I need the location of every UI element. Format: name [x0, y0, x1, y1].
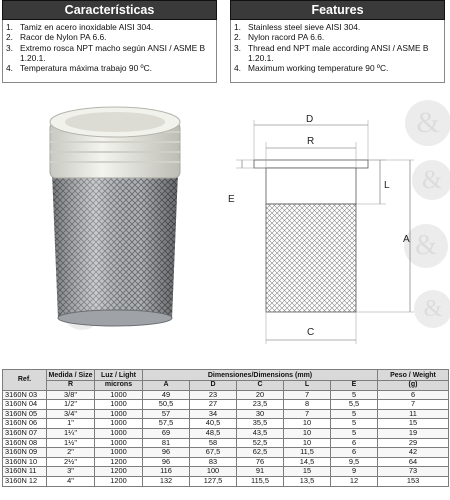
cell-weight: 19 — [378, 428, 449, 438]
cell-l: 10 — [284, 428, 331, 438]
cell-a: 116 — [143, 467, 190, 477]
header-a: A — [143, 381, 190, 391]
cell-light: 1000 — [95, 428, 143, 438]
table-row — [3, 476, 449, 486]
cell-l: 14,5 — [284, 457, 331, 467]
cell-a: 81 — [143, 438, 190, 448]
cell-l: 7 — [284, 409, 331, 419]
cell-c: 52,5 — [237, 438, 284, 448]
item-text: Racor de Nylon PA 6.6. — [20, 32, 107, 43]
cell-weight: 42 — [378, 448, 449, 458]
cell-ref: 3160N 05 — [3, 409, 47, 419]
cell-size: 3" — [47, 467, 95, 477]
watermark-logo: & — [414, 290, 450, 328]
item-text: Extremo rosca NPT macho según ANSI / ASME B 1.20.1. — [20, 42, 206, 63]
dimension-label-l: L — [384, 180, 390, 191]
technical-drawing — [222, 98, 422, 350]
header-l: L — [284, 381, 331, 391]
cell-size: 1¼" — [47, 428, 95, 438]
cell-e: 5 — [331, 419, 378, 429]
cell-l: 10 — [284, 438, 331, 448]
cell-l: 13,5 — [284, 476, 331, 486]
item-number: 3. — [6, 42, 13, 53]
item-text: Maximum working temperature 90 ºC. — [248, 63, 389, 74]
cell-l: 10 — [284, 419, 331, 429]
cell-l: 8 — [284, 400, 331, 410]
item-number: 1. — [6, 22, 13, 32]
cell-ref: 3160N 08 — [3, 438, 47, 448]
product-photo — [30, 92, 200, 332]
cell-ref: 3160N 09 — [3, 448, 47, 458]
item-number: 1. — [234, 22, 241, 32]
cell-l: 15 — [284, 467, 331, 477]
header-ref: Ref. — [3, 370, 47, 391]
cell-ref: 3160N 07 — [3, 428, 47, 438]
item-number: 3. — [234, 42, 241, 53]
cell-weight: 11 — [378, 409, 449, 419]
cell-e: 5,5 — [331, 400, 378, 410]
cell-light: 1200 — [95, 457, 143, 467]
header-light-sub: microns — [95, 381, 143, 391]
cell-d: 23 — [190, 390, 237, 400]
cell-light: 1200 — [95, 476, 143, 486]
cell-d: 34 — [190, 409, 237, 419]
feature-item — [6, 63, 213, 73]
cell-a: 49 — [143, 390, 190, 400]
table-row — [3, 467, 449, 477]
watermark-logo: & — [405, 100, 450, 146]
header-dimensions: Dimensiones/Dimensions (mm) — [143, 370, 378, 381]
dimension-label-r: R — [307, 136, 315, 147]
cell-a: 96 — [143, 448, 190, 458]
cell-light: 1000 — [95, 438, 143, 448]
specifications-table — [2, 369, 449, 487]
feature-item — [234, 63, 441, 73]
cell-light: 1000 — [95, 390, 143, 400]
cell-size: 3/8" — [47, 390, 95, 400]
feature-item — [234, 22, 441, 32]
cell-e: 5 — [331, 409, 378, 419]
cell-ref: 3160N 06 — [3, 419, 47, 429]
header-e: E — [331, 381, 378, 391]
header-d: D — [190, 381, 237, 391]
cell-c: 115,5 — [237, 476, 284, 486]
cell-d: 40,5 — [190, 419, 237, 429]
cell-e: 6 — [331, 448, 378, 458]
item-number: 2. — [6, 32, 13, 43]
cell-c: 30 — [237, 409, 284, 419]
cell-e: 5 — [331, 390, 378, 400]
dimension-label-c: C — [307, 327, 315, 338]
cell-c: 91 — [237, 467, 284, 477]
watermark-logo: & — [412, 160, 450, 200]
cell-e: 6 — [331, 438, 378, 448]
feature-item — [234, 32, 441, 42]
cell-c: 62,5 — [237, 448, 284, 458]
cell-d: 100 — [190, 467, 237, 477]
cell-ref: 3160N 12 — [3, 476, 47, 486]
cell-d: 48,5 — [190, 428, 237, 438]
cell-a: 57 — [143, 409, 190, 419]
header-weight: Peso / Weight — [378, 370, 449, 381]
cell-e: 5 — [331, 428, 378, 438]
cell-weight: 153 — [378, 476, 449, 486]
item-text: Thread end NPT male according ANSI / ASME B 1.20.1. — [248, 42, 429, 63]
item-text: Temperatura máxima trabajo 90 ºC. — [20, 63, 152, 74]
feature-item — [6, 32, 213, 42]
item-text: Stainless steel sieve AISI 304. — [248, 22, 361, 32]
features-panel-spanish — [2, 0, 217, 80]
cell-c: 35,5 — [237, 419, 284, 429]
item-number: 2. — [234, 32, 241, 43]
cell-ref: 3160N 11 — [3, 467, 47, 477]
cell-l: 11,5 — [284, 448, 331, 458]
cell-weight: 64 — [378, 457, 449, 467]
feature-item — [6, 22, 213, 32]
cell-weight: 7 — [378, 400, 449, 410]
cell-size: 1½" — [47, 438, 95, 448]
cell-light: 1000 — [95, 400, 143, 410]
cell-e: 9,5 — [331, 457, 378, 467]
header-c: C — [237, 381, 284, 391]
cell-d: 83 — [190, 457, 237, 467]
cell-size: 3/4" — [47, 409, 95, 419]
cell-c: 23,5 — [237, 400, 284, 410]
feature-list — [2, 20, 217, 83]
cell-weight: 15 — [378, 419, 449, 429]
header-weight-sub: (g) — [378, 381, 449, 391]
cell-a: 57,5 — [143, 419, 190, 429]
cell-d: 27 — [190, 400, 237, 410]
panel-title: Features — [230, 0, 445, 20]
watermark-logo: & — [404, 224, 448, 268]
header-size-sub: R — [47, 381, 95, 391]
header-light: Luz / Light — [95, 370, 143, 381]
cell-ref: 3160N 03 — [3, 390, 47, 400]
cell-d: 127,5 — [190, 476, 237, 486]
dimension-label-e: E — [228, 194, 235, 205]
cell-c: 20 — [237, 390, 284, 400]
feature-list — [230, 20, 445, 83]
item-text: Tamiz en acero inoxidable AISI 304. — [20, 22, 154, 32]
cell-weight: 6 — [378, 390, 449, 400]
cell-weight: 73 — [378, 467, 449, 477]
dimension-label-d: D — [306, 114, 314, 125]
item-text: Nylon racord PA 6.6. — [248, 32, 325, 43]
cell-weight: 29 — [378, 438, 449, 448]
cell-ref: 3160N 04 — [3, 400, 47, 410]
cell-e: 9 — [331, 467, 378, 477]
cell-size: 2½" — [47, 457, 95, 467]
cell-l: 7 — [284, 390, 331, 400]
cell-light: 1000 — [95, 409, 143, 419]
cell-size: 1" — [47, 419, 95, 429]
cell-size: 1/2" — [47, 400, 95, 410]
header-size: Medida / Size — [47, 370, 95, 381]
panel-title: Características — [2, 0, 217, 20]
cell-a: 96 — [143, 457, 190, 467]
cell-light: 1000 — [95, 419, 143, 429]
cell-a: 132 — [143, 476, 190, 486]
item-number: 4. — [6, 63, 13, 74]
table-row — [3, 400, 449, 410]
feature-item — [6, 43, 213, 64]
cell-d: 67,5 — [190, 448, 237, 458]
table-body — [3, 390, 449, 486]
feature-item — [234, 43, 441, 64]
cell-c: 43,5 — [237, 428, 284, 438]
cell-light: 1000 — [95, 448, 143, 458]
cell-e: 12 — [331, 476, 378, 486]
cell-light: 1200 — [95, 467, 143, 477]
table-row — [3, 428, 449, 438]
cell-size: 2" — [47, 448, 95, 458]
cell-c: 76 — [237, 457, 284, 467]
cell-ref: 3160N 10 — [3, 457, 47, 467]
dimension-label-a: A — [403, 234, 410, 245]
item-number: 4. — [234, 63, 241, 74]
cell-d: 58 — [190, 438, 237, 448]
cell-a: 69 — [143, 428, 190, 438]
features-panel-english — [230, 0, 445, 80]
table-row — [3, 448, 449, 458]
cell-size: 4" — [47, 476, 95, 486]
cell-a: 50,5 — [143, 400, 190, 410]
